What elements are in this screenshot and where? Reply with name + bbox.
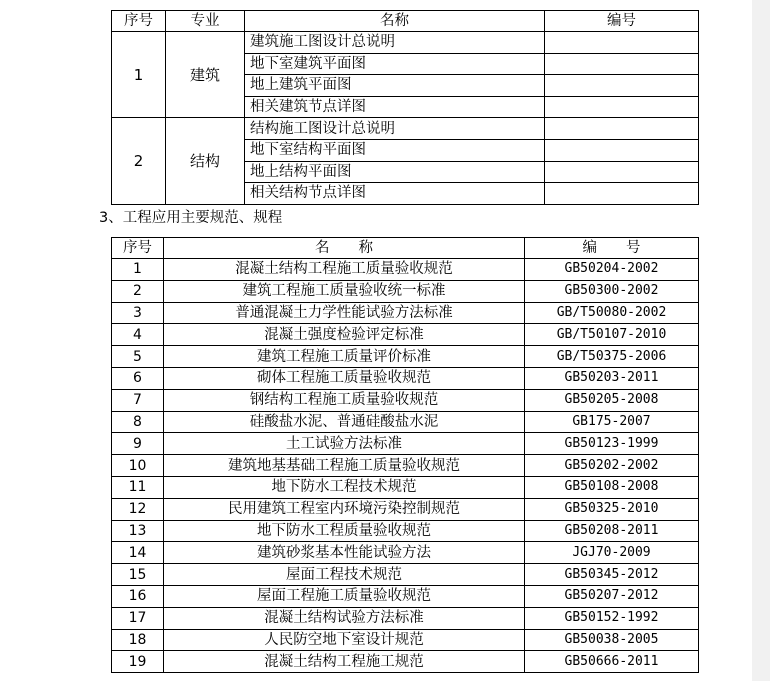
table-row [112, 346, 699, 368]
row-no: 6 [112, 367, 164, 389]
row-no: 15 [112, 564, 164, 586]
drawing-name: 相关建筑节点详图 [245, 96, 545, 118]
table-row [112, 118, 699, 140]
drawing-code [545, 118, 699, 140]
drawing-list-table [111, 10, 699, 205]
row-no: 1 [112, 259, 164, 281]
row-no: 19 [112, 651, 164, 673]
standard-name: 地下防水工程质量验收规范 [164, 520, 525, 542]
header-code: 编 号 [525, 238, 699, 259]
standard-code: GB50666-2011 [525, 651, 699, 673]
standard-name: 混凝土结构工程施工质量验收规范 [164, 259, 525, 281]
standard-code: GB50204-2002 [525, 259, 699, 281]
standard-code: GB/T50107-2010 [525, 324, 699, 346]
standard-code: GB/T50080-2002 [525, 302, 699, 324]
table-row [112, 564, 699, 586]
drawing-code [545, 32, 699, 54]
table-row [112, 607, 699, 629]
section-title: 3、工程应用主要规范、规程 [99, 210, 283, 226]
row-no: 13 [112, 520, 164, 542]
table-row [112, 302, 699, 324]
drawing-name: 建筑施工图设计总说明 [245, 32, 545, 54]
row-no: 2 [112, 280, 164, 302]
row-no: 3 [112, 302, 164, 324]
drawing-code [545, 161, 699, 183]
standard-code: GB50345-2012 [525, 564, 699, 586]
standard-name: 建筑砂浆基本性能试验方法 [164, 542, 525, 564]
row-no: 5 [112, 346, 164, 368]
drawing-name: 地下室结构平面图 [245, 139, 545, 161]
standard-code: GB50123-1999 [525, 433, 699, 455]
drawing-name: 地下室建筑平面图 [245, 53, 545, 75]
standard-name: 地下防水工程技术规范 [164, 476, 525, 498]
scrollbar[interactable] [752, 0, 770, 681]
table-row [112, 280, 699, 302]
standard-name: 建筑地基基础工程施工质量验收规范 [164, 455, 525, 477]
group-major: 建筑 [166, 32, 245, 118]
standard-code: GB50203-2011 [525, 367, 699, 389]
standard-code: GB/T50375-2006 [525, 346, 699, 368]
drawing-code [545, 75, 699, 97]
header-name: 名称 [245, 11, 545, 32]
standard-code: GB50300-2002 [525, 280, 699, 302]
standard-code: GB50208-2011 [525, 520, 699, 542]
standard-name: 混凝土强度检验评定标准 [164, 324, 525, 346]
row-no: 8 [112, 411, 164, 433]
standard-code: GB50325-2010 [525, 498, 699, 520]
row-no: 9 [112, 433, 164, 455]
drawing-code [545, 139, 699, 161]
table-header-row [112, 11, 699, 32]
drawing-name: 地上结构平面图 [245, 161, 545, 183]
standard-name: 屋面工程施工质量验收规范 [164, 585, 525, 607]
table-row [112, 433, 699, 455]
row-no: 4 [112, 324, 164, 346]
row-no: 11 [112, 476, 164, 498]
table-row [112, 389, 699, 411]
standard-code: GB50108-2008 [525, 476, 699, 498]
header-no: 序号 [112, 11, 166, 32]
drawing-name: 结构施工图设计总说明 [245, 118, 545, 140]
row-no: 16 [112, 585, 164, 607]
standards-table [111, 237, 699, 673]
table-row [112, 520, 699, 542]
standard-code: GB50038-2005 [525, 629, 699, 651]
table-row [112, 411, 699, 433]
drawing-code [545, 183, 699, 205]
row-no: 10 [112, 455, 164, 477]
header-no: 序号 [112, 238, 164, 259]
standard-code: GB50207-2012 [525, 585, 699, 607]
drawing-code [545, 53, 699, 75]
row-no: 14 [112, 542, 164, 564]
standard-name: 建筑工程施工质量验收统一标准 [164, 280, 525, 302]
drawing-name: 地上建筑平面图 [245, 75, 545, 97]
group-no: 2 [112, 118, 166, 204]
standard-name: 人民防空地下室设计规范 [164, 629, 525, 651]
table-row [112, 542, 699, 564]
standard-code: GB50152-1992 [525, 607, 699, 629]
drawing-code [545, 96, 699, 118]
standard-name: 建筑工程施工质量评价标准 [164, 346, 525, 368]
group-no: 1 [112, 32, 166, 118]
standard-name: 混凝土结构试验方法标准 [164, 607, 525, 629]
standard-name: 钢结构工程施工质量验收规范 [164, 389, 525, 411]
standard-code: GB50202-2002 [525, 455, 699, 477]
table-row [112, 324, 699, 346]
standard-code: JGJ70-2009 [525, 542, 699, 564]
row-no: 18 [112, 629, 164, 651]
table-row [112, 455, 699, 477]
table-row [112, 651, 699, 673]
standard-name: 硅酸盐水泥、普通硅酸盐水泥 [164, 411, 525, 433]
table-row [112, 629, 699, 651]
standard-name: 普通混凝土力学性能试验方法标准 [164, 302, 525, 324]
row-no: 17 [112, 607, 164, 629]
table-row [112, 585, 699, 607]
standards-table-body [112, 259, 699, 673]
row-no: 12 [112, 498, 164, 520]
header-major: 专业 [166, 11, 245, 32]
drawing-name: 相关结构节点详图 [245, 183, 545, 205]
standard-code: GB175-2007 [525, 411, 699, 433]
table-row [112, 259, 699, 281]
standard-name: 砌体工程施工质量验收规范 [164, 367, 525, 389]
standard-name: 土工试验方法标准 [164, 433, 525, 455]
group-major: 结构 [166, 118, 245, 204]
row-no: 7 [112, 389, 164, 411]
header-name: 名 称 [164, 238, 525, 259]
standard-code: GB50205-2008 [525, 389, 699, 411]
table-row [112, 476, 699, 498]
standard-name: 民用建筑工程室内环境污染控制规范 [164, 498, 525, 520]
table-row [112, 367, 699, 389]
table-row [112, 498, 699, 520]
table-row [112, 32, 699, 54]
header-code: 编号 [545, 11, 699, 32]
standard-name: 混凝土结构工程施工规范 [164, 651, 525, 673]
standard-name: 屋面工程技术规范 [164, 564, 525, 586]
table-header-row [112, 238, 699, 259]
